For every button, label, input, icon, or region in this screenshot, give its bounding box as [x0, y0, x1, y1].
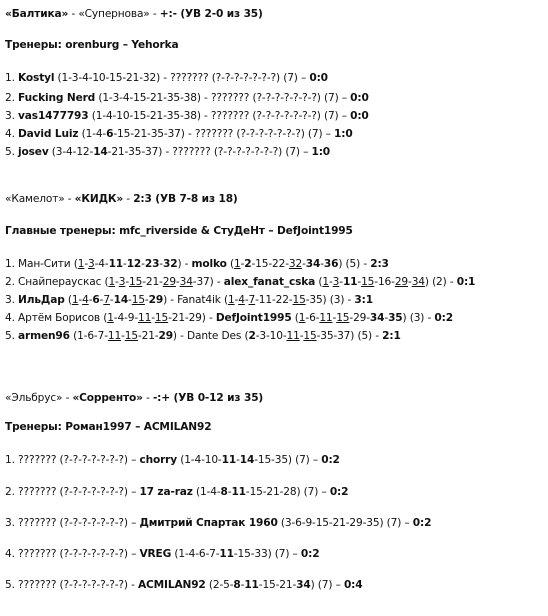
text-segment: (3-6-9-15-21-29-35) (7) –: [277, 517, 413, 529]
text-segment: -: [99, 294, 104, 306]
text-segment: 8: [233, 579, 241, 591]
text-segment: 0:4: [343, 579, 363, 591]
text-segment: -: [240, 579, 245, 591]
text-segment: ) - Fanat4ik (: [163, 294, 228, 306]
text-segment: 32: [288, 258, 303, 270]
player-row: [5, 548, 319, 560]
text-segment: -21-35-37) - ??????? (?-?-?-?-?-?-?) (7) –: [107, 146, 312, 158]
text-segment: -: [240, 258, 245, 270]
text-segment: -4-: [94, 258, 109, 270]
text-segment: 35: [388, 312, 403, 324]
text-segment: 11: [319, 312, 333, 324]
text-segment: 34: [369, 312, 385, 324]
text-segment: ) (2) -: [424, 276, 457, 288]
text-segment: 36: [323, 258, 339, 270]
text-segment: -: [384, 312, 389, 324]
text-segment: -: [109, 294, 114, 306]
text-segment: 11: [221, 454, 237, 466]
match-header: [5, 392, 263, 404]
text-segment: -: [408, 276, 412, 288]
text-segment: 3: [332, 276, 340, 288]
text-segment: ) (3) -: [402, 312, 435, 324]
text-segment: 0:0: [350, 92, 369, 104]
text-segment: 0:2: [329, 486, 349, 498]
text-segment: «КИДК»: [74, 193, 124, 205]
text-segment: -35) (3) -: [305, 294, 355, 306]
text-segment: -: [115, 276, 119, 288]
text-segment: 1: [108, 276, 116, 288]
text-segment: 7: [103, 294, 110, 306]
text-segment: 6: [92, 294, 100, 306]
match-header: [5, 8, 263, 20]
text-segment: -: [121, 330, 125, 342]
text-segment: 15: [131, 294, 145, 306]
player-row: [5, 486, 348, 498]
text-segment: -: [234, 294, 239, 306]
text-segment: 3.: [5, 294, 19, 306]
text-segment: 3. ??????? (?-?-?-?-?-?-?) –: [5, 517, 140, 529]
text-segment: 0:0: [309, 72, 328, 84]
text-segment: Главные тренеры: mfc_riverside & СтуДеНт – DefJoint1995: [5, 225, 353, 237]
text-segment: 2. Снайпераускас (: [5, 276, 109, 288]
text-segment: 11: [231, 486, 246, 498]
text-segment: -3-10-: [255, 330, 287, 342]
text-segment: -: [84, 258, 89, 270]
text-segment: -: [123, 258, 127, 270]
text-segment: -: [141, 258, 145, 270]
text-segment: 4. ??????? (?-?-?-?-?-?-?) –: [5, 548, 140, 560]
text-segment: (1-6-7-: [69, 330, 108, 342]
text-segment: -: [299, 330, 304, 342]
text-segment: 34: [179, 276, 193, 288]
text-segment: 2. ??????? (?-?-?-?-?-?-?) –: [5, 486, 140, 498]
text-segment: -: [328, 276, 333, 288]
text-segment: 2.: [5, 92, 19, 104]
text-segment: Тренеры: Роман1997 – ACMILAN92: [5, 421, 212, 433]
text-segment: 14: [113, 294, 129, 306]
text-segment: -21-: [142, 276, 163, 288]
match-header: [5, 193, 238, 205]
text-segment: (1-3-4-15-21-35-38) - ??????? (?-?-?-?-?-?-?) (7) –: [95, 92, 351, 104]
text-segment: 29: [158, 330, 173, 342]
text-segment: Дмитрий Спартак 1960: [139, 517, 278, 529]
text-segment: -: [142, 392, 153, 404]
text-segment: 11: [108, 258, 124, 270]
text-segment: ) (7) –: [310, 579, 344, 591]
text-segment: -: [78, 294, 83, 306]
text-segment: «Балтика»: [5, 8, 69, 20]
player-row: [5, 312, 453, 324]
text-segment: 3:1: [354, 294, 373, 306]
text-segment: (3-4-12-: [48, 146, 94, 158]
text-segment: ) - Dante Des (: [172, 330, 249, 342]
text-segment: -16-: [374, 276, 395, 288]
text-segment: -: [339, 276, 343, 288]
text-segment: -21-29) -: [168, 312, 216, 324]
text-segment: Тренеры: orenburg – Yehorka: [5, 39, 179, 51]
text-segment: -15-21-: [258, 579, 297, 591]
text-segment: (: [64, 294, 72, 306]
text-segment: - «Супернова» -: [68, 8, 160, 20]
text-segment: (1-4-10-15-21-35-38) - ??????? (?-?-?-?-?-?-?) (7) –: [88, 110, 351, 122]
text-segment: 11: [219, 548, 234, 560]
text-segment: 15: [303, 330, 317, 342]
text-segment: ) (5) -: [338, 258, 371, 270]
text-segment: 5. ??????? (?-?-?-?-?-?-?) -: [5, 579, 138, 591]
text-segment: (1-4-: [192, 486, 221, 498]
text-segment: -: [88, 294, 93, 306]
text-segment: 1: [71, 294, 79, 306]
player-row: [5, 110, 369, 122]
text-segment: 15: [361, 276, 375, 288]
text-segment: 15: [292, 294, 306, 306]
player-row: [5, 454, 340, 466]
text-segment: David Luiz: [18, 128, 79, 140]
text-segment: 11: [286, 330, 300, 342]
text-segment: -: [302, 258, 306, 270]
text-segment: 34: [296, 579, 311, 591]
text-segment: 4. Артём Борисов (: [5, 312, 108, 324]
player-row: [5, 128, 353, 140]
text-segment: -6-: [305, 312, 320, 324]
text-segment: Fucking Nerd: [18, 92, 96, 104]
text-segment: (: [315, 276, 323, 288]
text-segment: «Сорренто»: [72, 392, 143, 404]
text-segment: -: [128, 294, 132, 306]
text-segment: vas1477793: [18, 110, 89, 122]
text-segment: 5.: [5, 330, 19, 342]
text-segment: 15: [154, 312, 169, 324]
text-segment: ACMILAN92: [137, 579, 206, 591]
text-segment: -15-21-28) (7) –: [245, 486, 330, 498]
player-row: [5, 72, 328, 84]
text-segment: 11: [244, 579, 259, 591]
player-row: [5, 258, 389, 270]
text-segment: 23: [144, 258, 160, 270]
text-segment: 15: [129, 276, 143, 288]
text-segment: 0:2: [434, 312, 453, 324]
text-segment: 1: [227, 294, 235, 306]
text-segment: 6: [106, 128, 114, 140]
text-segment: josev: [18, 146, 49, 158]
text-segment: 17 za-raz: [139, 486, 193, 498]
text-segment: 1: [107, 312, 114, 324]
text-segment: chorry: [139, 454, 178, 466]
text-segment: 1.: [5, 72, 19, 84]
text-segment: molko: [191, 258, 227, 270]
player-row: [5, 146, 330, 158]
player-row: [5, 579, 362, 591]
text-segment: 29: [148, 294, 164, 306]
text-segment: 2: [248, 330, 256, 342]
text-segment: 1:0: [311, 146, 331, 158]
text-segment: DefJoint1995: [215, 312, 292, 324]
text-segment: 7: [248, 294, 256, 306]
coaches-line: [5, 225, 353, 237]
text-segment: -: [159, 258, 163, 270]
text-segment: 2:1: [382, 330, 401, 342]
text-segment: 11: [342, 276, 358, 288]
text-segment: ) -: [177, 258, 192, 270]
text-segment: 0:2: [300, 548, 320, 560]
text-segment: 1. Ман-Сити (: [5, 258, 78, 270]
text-segment: -15-35) (7) –: [254, 454, 322, 466]
text-segment: -15-22-: [251, 258, 289, 270]
text-segment: 15: [124, 330, 138, 342]
text-segment: -15-33) (7) –: [233, 548, 301, 560]
text-segment: «Эльбрус» -: [5, 392, 73, 404]
text-segment: 1. ??????? (?-?-?-?-?-?-?) –: [5, 454, 140, 466]
text-segment: 3.: [5, 110, 19, 122]
text-segment: -: [236, 454, 240, 466]
text-segment: 1:0: [334, 128, 353, 140]
text-segment: -: [151, 312, 155, 324]
text-segment: +:- (УВ 2-0 из 35): [159, 8, 263, 20]
text-segment: «Камелот» -: [5, 193, 75, 205]
text-segment: 11: [107, 330, 122, 342]
text-segment: 14: [93, 146, 108, 158]
text-segment: 15: [336, 312, 350, 324]
text-segment: (: [226, 258, 234, 270]
text-segment: -: [244, 294, 249, 306]
text-segment: -: [357, 276, 362, 288]
text-segment: Kostyl: [18, 72, 55, 84]
text-segment: 29: [162, 276, 176, 288]
text-segment: 32: [162, 258, 178, 270]
text-segment: 1: [322, 276, 329, 288]
text-segment: 0:2: [321, 454, 340, 466]
text-segment: 1: [77, 258, 85, 270]
text-segment: 0:0: [350, 110, 369, 122]
text-segment: 2: [244, 258, 252, 270]
player-row: [5, 517, 431, 529]
text-segment: -: [320, 258, 324, 270]
text-segment: -29-: [349, 312, 370, 324]
text-segment: -: [227, 486, 232, 498]
text-segment: 0:1: [456, 276, 476, 288]
text-segment: -35-37) (5) -: [316, 330, 383, 342]
text-segment: -:+ (УВ 0-12 из 35): [152, 392, 264, 404]
player-row: [5, 294, 373, 306]
player-row: [5, 92, 369, 104]
text-segment: 29: [394, 276, 408, 288]
text-segment: VREG: [139, 548, 172, 560]
text-segment: -: [144, 294, 149, 306]
text-segment: 2:3: [370, 258, 389, 270]
text-segment: -: [332, 312, 337, 324]
text-segment: 4: [238, 294, 245, 306]
text-segment: 4.: [5, 128, 19, 140]
text-segment: 12: [126, 258, 142, 270]
text-segment: 34: [411, 276, 425, 288]
coaches-line: [5, 39, 179, 51]
text-segment: 1: [298, 312, 306, 324]
text-segment: (2-5-: [205, 579, 234, 591]
text-segment: -11-22-: [255, 294, 293, 306]
text-segment: -37) -: [192, 276, 224, 288]
text-segment: -: [125, 276, 130, 288]
text-segment: 34: [305, 258, 321, 270]
text-segment: 11: [138, 312, 152, 324]
text-segment: 3: [118, 276, 126, 288]
text-segment: (1-4-6-7-: [171, 548, 220, 560]
text-segment: -4-9-: [113, 312, 138, 324]
text-segment: ИльДар: [18, 294, 65, 306]
text-segment: 5.: [5, 146, 19, 158]
text-segment: 4: [82, 294, 89, 306]
player-row: [5, 330, 401, 342]
text-segment: -15-21-35-37) - ??????? (?-?-?-?-?-?-?) (7) –: [113, 128, 335, 140]
text-segment: (1-4-: [78, 128, 107, 140]
text-segment: -: [123, 193, 134, 205]
text-segment: (: [291, 312, 299, 324]
text-segment: -21-: [137, 330, 159, 342]
text-segment: -: [175, 276, 180, 288]
text-segment: 0:2: [412, 517, 432, 529]
text-segment: 14: [239, 454, 255, 466]
text-segment: 2:3 (УВ 7-8 из 18): [133, 193, 238, 205]
player-row: [5, 276, 475, 288]
text-segment: 3: [88, 258, 95, 270]
text-segment: (1-4-10-: [177, 454, 222, 466]
text-segment: armen96: [18, 330, 70, 342]
text-segment: 8: [220, 486, 228, 498]
text-segment: 1: [233, 258, 241, 270]
text-segment: alex_fanat_cska: [223, 276, 316, 288]
text-segment: (1-3-4-10-15-21-32) - ??????? (?-?-?-?-?-?-?) (7) –: [54, 72, 310, 84]
coaches-line: [5, 421, 211, 433]
